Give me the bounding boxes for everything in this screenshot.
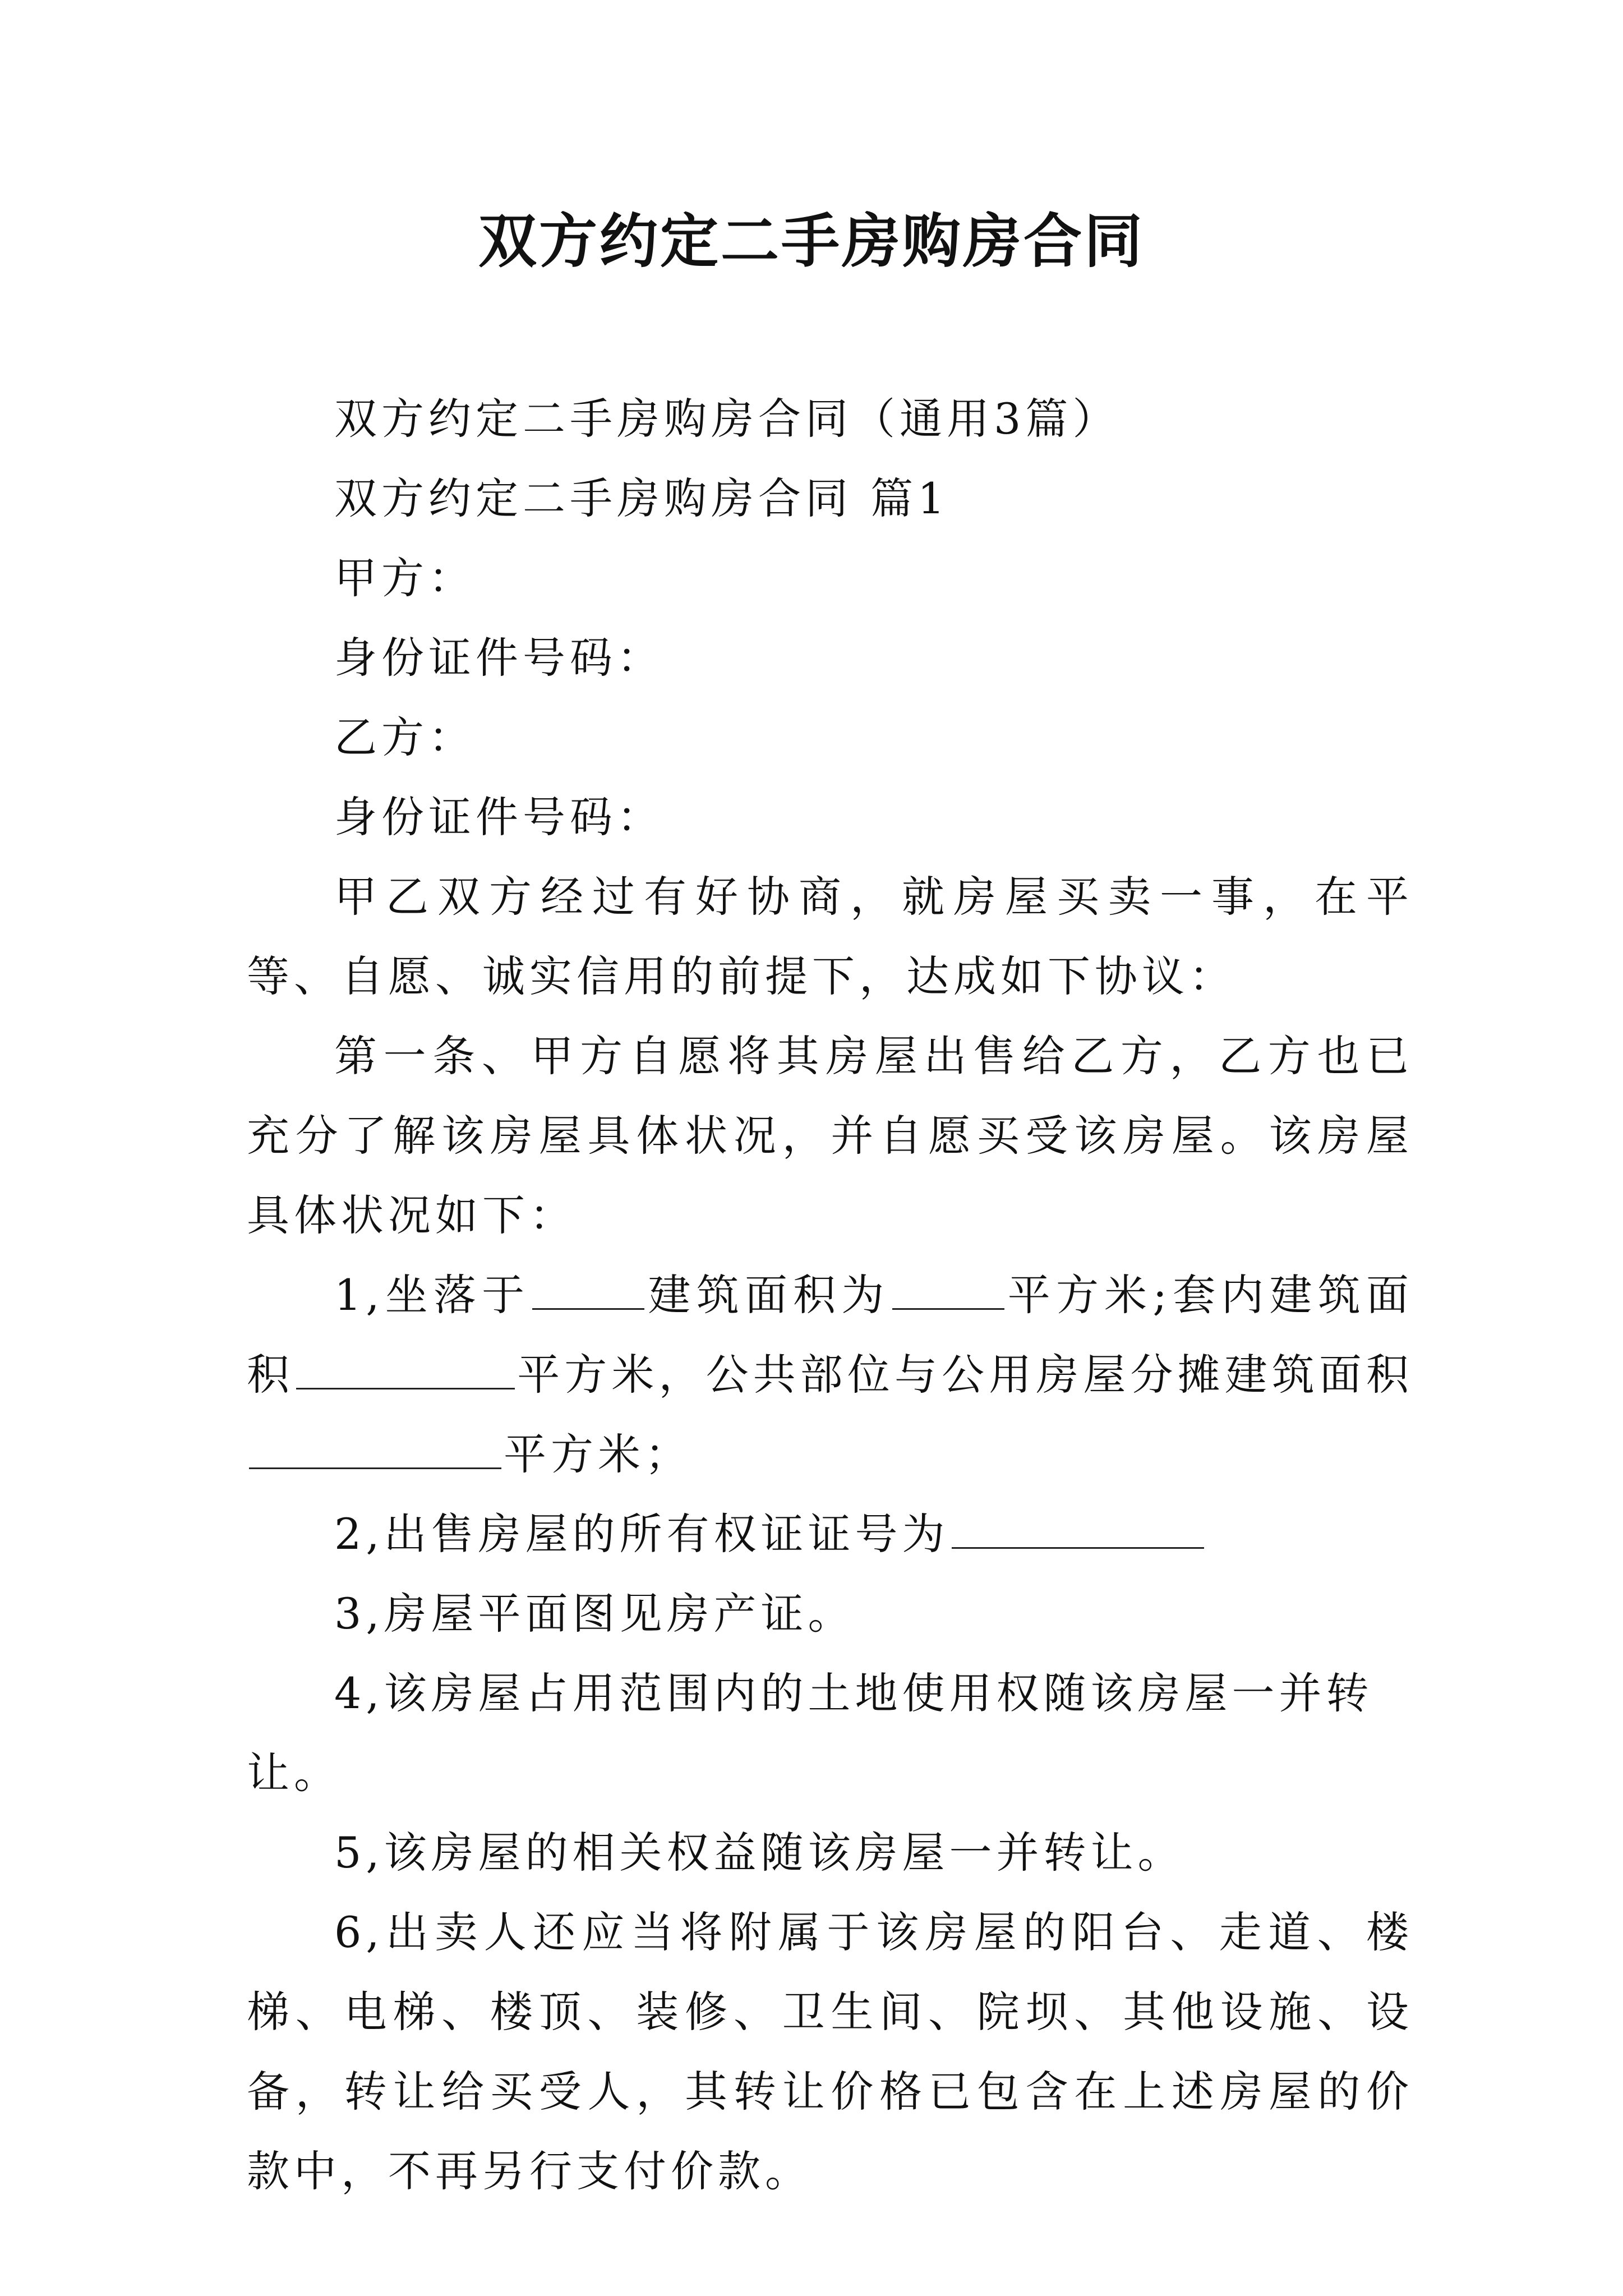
paragraph-article-1: 第一条、甲方自愿将其房屋出售给乙方，乙方也已充分了解该房屋具体状况，并自愿买受该房屋。该房屋具体状况如下：	[247, 1031, 1413, 1240]
paragraph-item-1	[247, 1255, 1413, 1494]
paragraph-agreement-intro: 甲乙双方经过有好协商，就房屋买卖一事，在平等、自愿、诚实信用的前提下，达成如下协议：	[247, 872, 1413, 1001]
paragraph-subtitle: 双方约定二手房购房合同（通用3篇）	[334, 394, 1120, 444]
party-a-id-label: 身份证件号码：	[334, 633, 664, 683]
paragraph-item-2	[247, 1494, 1413, 1574]
blank-line-shared-area	[249, 1428, 501, 1469]
paragraph-item-3: 3,房屋平面图见房产证。	[334, 1589, 855, 1639]
blank-line-building-area	[892, 1269, 1004, 1310]
paragraph-item-5: 5,该房屋的相关权益随该房屋一并转让。	[334, 1828, 1185, 1878]
item-1-text-e: 平方米；	[504, 1429, 692, 1479]
party-b-id-label: 身份证件号码：	[334, 792, 664, 842]
blank-line-certificate-number	[952, 1508, 1204, 1549]
blank-line-location	[532, 1269, 644, 1310]
item-1-text-c: 平方米;套内建筑面积	[247, 1270, 1414, 1400]
document-body	[247, 379, 1413, 2211]
item-2-text: 2,出售房屋的所有权证证号为	[334, 1509, 949, 1559]
paragraph-item-6: 6,出卖人还应当将附属于该房屋的阳台、走道、楼梯、电梯、楼顶、装修、卫生间、院坝、其他设施、设备，转让给买受人，其转让价格已包含在上述房屋的价款中，不再另行支付价款。	[247, 1907, 1413, 2196]
item-1-text-b: 建筑面积为	[647, 1270, 890, 1320]
item-1-text-a: 1,坐落于	[334, 1270, 531, 1320]
paragraph-section-heading: 双方约定二手房购房合同 篇1	[334, 473, 949, 523]
paragraph-item-4: 4,该房屋占用范围内的土地使用权随该房屋一并转让。	[247, 1668, 1373, 1798]
document-title: 双方约定二手房购房合同	[478, 206, 1145, 275]
blank-line-inner-area	[296, 1349, 515, 1389]
item-1-text-d: 平方米，公共部位与公用房屋分摊建筑面积	[517, 1350, 1414, 1400]
party-a-label: 甲方：	[334, 553, 476, 603]
party-b-label: 乙方：	[334, 712, 476, 762]
